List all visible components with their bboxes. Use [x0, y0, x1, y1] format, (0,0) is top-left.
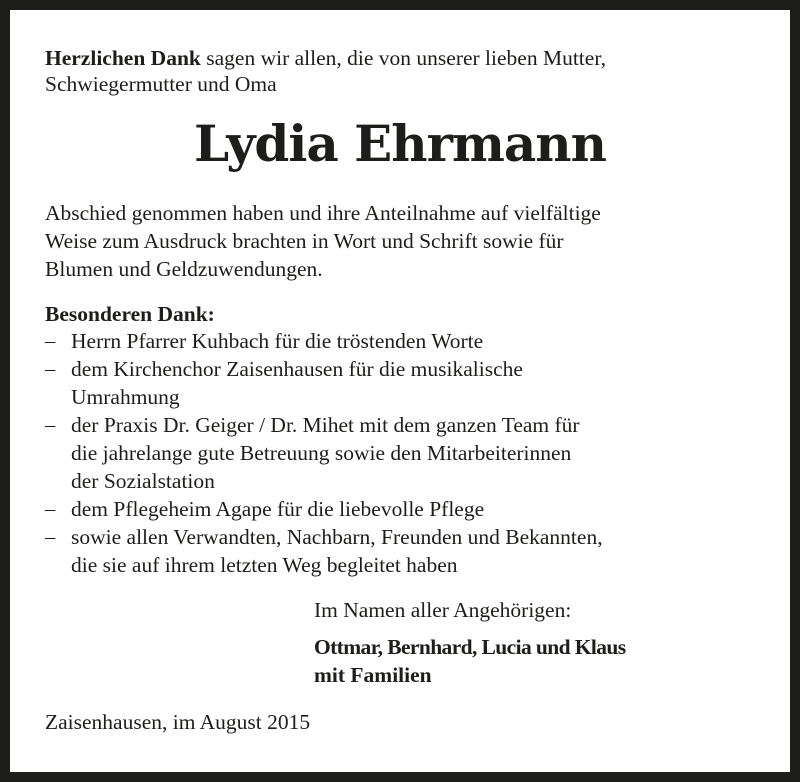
dash-bullet: –: [45, 358, 56, 380]
thanks-item-3-line-1: der Praxis Dr. Geiger / Dr. Mihet mit dem ganzen Team für: [71, 413, 580, 437]
intro-line-2: Schwiegermutter und Oma: [45, 72, 277, 96]
body-line-2: Weise zum Ausdruck brachten in Wort und Schrift sowie für: [45, 229, 564, 253]
deceased-name: Lydia Ehrmann: [194, 114, 606, 173]
thanks-item-4: dem Pflegeheim Agape für die liebevolle Pflege: [71, 497, 485, 521]
signature-names-line-1: Ottmar, Bernhard, Lucia und Klaus: [314, 635, 626, 659]
intro-rest: sagen wir allen, die von unserer lieben Mutter,: [200, 46, 606, 70]
dash-bullet: –: [45, 414, 56, 436]
body-line-3: Blumen und Geldzuwendungen.: [45, 257, 323, 281]
thanks-item-2-line-2: Umrahmung: [71, 385, 180, 409]
thanks-item-1: Herrn Pfarrer Kuhbach für die tröstenden Worte: [71, 329, 484, 353]
thanks-item-5-line-1: sowie allen Verwandten, Nachbarn, Freunden und Bekannten,: [71, 525, 603, 549]
intro-bold: Herzlichen Dank: [45, 46, 201, 70]
dash-bullet: –: [45, 526, 56, 548]
thanks-item-3-line-3: der Sozialstation: [71, 469, 215, 493]
thanks-heading: [45, 300, 215, 328]
place-date: Zaisenhausen, im August 2015: [45, 710, 311, 734]
thanks-item-2-line-1: dem Kirchenchor Zaisenhausen für die musikalische: [71, 357, 523, 381]
dash-bullet: –: [45, 498, 56, 520]
signature-names-line-2: mit Familien: [314, 663, 432, 687]
intro-line-1: [45, 44, 606, 72]
thanks-heading-text: Besonderen Dank:: [45, 302, 215, 326]
body-line-1: Abschied genommen haben und ihre Anteilnahme auf vielfältige: [45, 201, 601, 225]
thanks-item-5-line-2: die sie auf ihrem letzten Weg begleitet haben: [71, 553, 458, 577]
thanks-item-3-line-2: die jahrelange gute Betreuung sowie den Mitarbeiterinnen: [71, 441, 572, 465]
dash-bullet: –: [45, 330, 56, 352]
signature-label: Im Namen aller Angehörigen:: [314, 598, 572, 622]
